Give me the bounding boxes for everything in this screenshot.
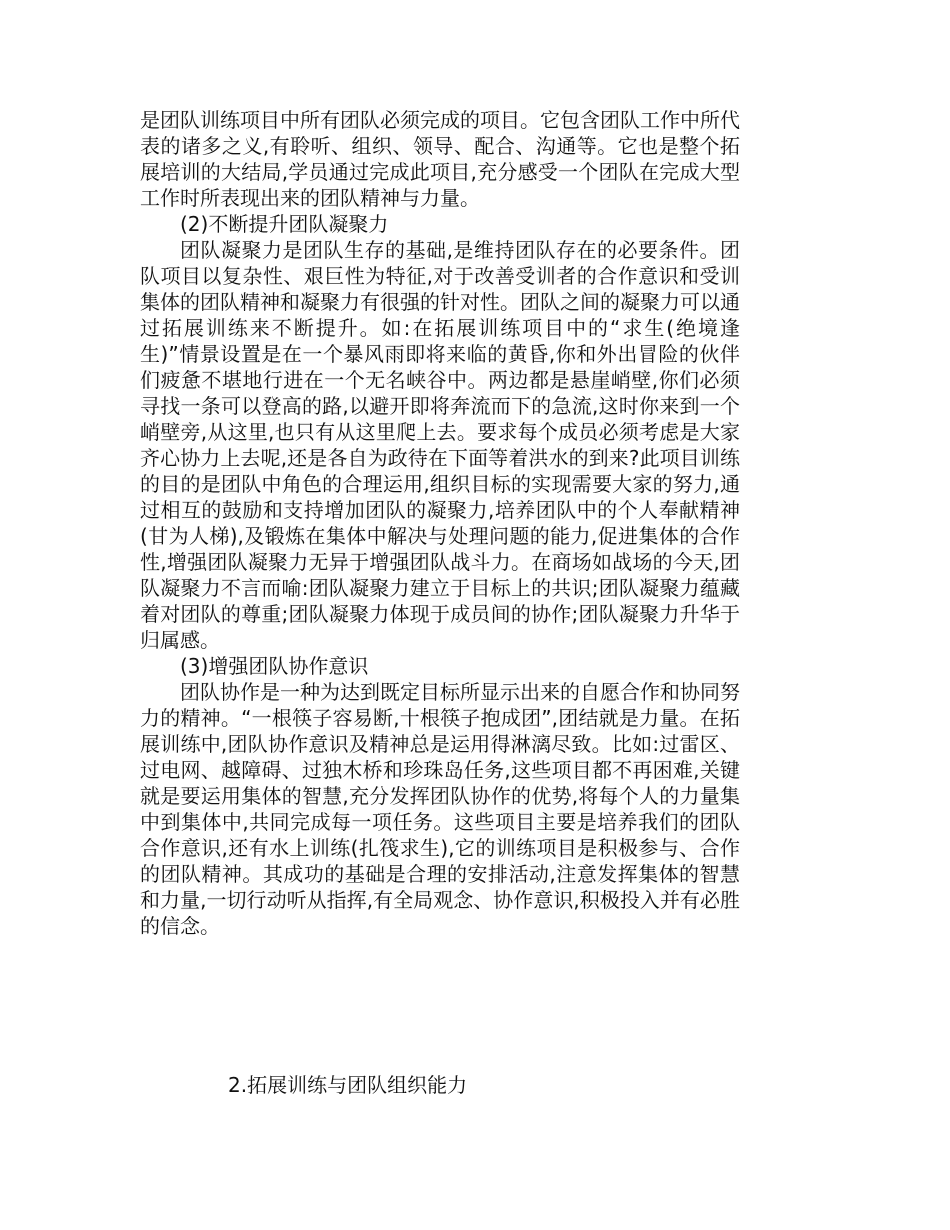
section-heading-organization-ability: 2.拓展训练与团队组织能力 [228,1073,468,1097]
paragraph-team-collaboration: 团队协作是一种为达到既定目标所显示出来的自愿合作和协同努力的精神。“一根筷子容易断,十根筷子抱成团”,团结就是力量。在拓展训练中,团队协作意识及精神总是运用得淋漓尽致。比如:过雷区、过电网、越障碍、过独木桥和珍珠岛任务,这些项目都不再困难,关键就是要运用集体的智慧,充分发挥团队协作的优势,将每个人的力量集中到集体中,共同完成每一项任务。这些项目主要是培养我们的团队合作意识,还有水上训练(扎筏求生),它的训练项目是积极参与、合作的团队精神。其成功的基础是合理的安排活动,注意发挥集体的智慧和力量,一切行动听从指挥,有全局观念、协作意识,积极投入并有必胜的信念。 [140,680,740,938]
subheading-team-collaboration: (3)增强团队协作意识 [180,654,369,678]
document-body [140,107,740,939]
subheading-team-cohesion: (2)不断提升团队凝聚力 [180,212,389,236]
paragraph-team-training-intro: 是团队训练项目中所有团队必须完成的项目。它包含团队工作中所代表的诸多之义,有聆听、组织、领导、配合、沟通等。它也是整个拓展培训的大结局,学员通过完成此项目,充分感受一个团队在完成大型工作时所表现出来的团队精神与力量。 [140,108,740,210]
paragraph-team-cohesion: 团队凝聚力是团队生存的基础,是维持团队存在的必要条件。团队项目以复杂性、艰巨性为特征,对于改善受训者的合作意识和受训集体的团队精神和凝聚力有很强的针对性。团队之间的凝聚力可以通过拓展训练来不断提升。如:在拓展训练项目中的“求生(绝境逢生)”情景设置是在一个暴风雨即将来临的黄昏,你和外出冒险的伙伴们疲惫不堪地行进在一个无名峡谷中。两边都是悬崖峭壁,你们必须寻找一条可以登高的路,以避开即将奔流而下的急流,这时你来到一个峭壁旁,从这里,也只有从这里爬上去。要求每个成员必须考虑是大家齐心协力上去呢,还是各自为政待在下面等着洪水的到来?此项目训练的目的是团队中角色的合理运用,组织目标的实现需要大家的努力,通过相互的鼓励和支持增加团队的凝聚力,培养团队中的个人奉献精神(甘为人梯),及锻炼在集体中解决与处理问题的能力,促进集体的合作性,增强团队凝聚力无异于增强团队战斗力。在商场如战场的今天,团队凝聚力不言而喻:团队凝聚力建立于目标上的共识;团队凝聚力蕴藏着对团队的尊重;团队凝聚力体现于成员间的协作;团队凝聚力升华于归属感。 [140,238,740,652]
